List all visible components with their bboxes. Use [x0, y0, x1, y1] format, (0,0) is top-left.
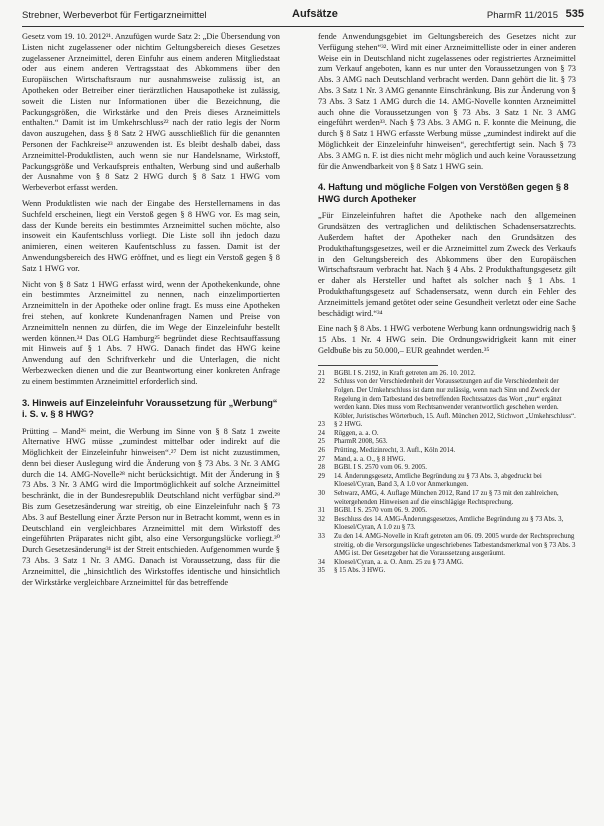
footnote-number: 32 [318, 515, 325, 523]
footnote-number: 34 [318, 558, 325, 566]
footnote-number: 31 [318, 507, 325, 515]
footnote-number: 29 [318, 472, 325, 480]
right-column [318, 32, 576, 576]
footnote-number: 28 [318, 464, 325, 472]
footnote-number: 27 [318, 455, 325, 463]
page-number: 535 [565, 8, 584, 20]
section-heading-4: 4. Haftung und mögliche Folgen von Verstößen gegen § 8 HWG durch Apotheker [318, 182, 569, 204]
footnote-divider [318, 365, 438, 366]
footnote [318, 567, 576, 576]
footnote-text: BGBl. I S. 2192, in Kraft getreten am 26. 10. 2012. [334, 369, 476, 377]
paragraph: fende Anwendungsgebiet im Geltungsbereich des Gesetzes nicht zur Verfügung stehen“³². Wird mit einer Arzneimittelliste oder in einer anderen Weise ein in Deutschland nicht zugelassenes oder registriertes Arzneimittel zum Verkauf angeboten, kann es nur unter den Voraussetzungen von § 73 Abs. 3 AMG nach Deutschland verbracht werden. Dann gehört die lit. § 73 Abs. 3 Satz 1 Nr. 3 AMG genannte Einschränkung. Bis zur Änderung von § 73 Abs. 3 Satz 1 AMG durch die 14. AMG-Novelle konnten Arzneimittel auch ohne die Voraussetzungen von § 73 Abs. 3 Satz 1 Nr. 3 AMG eingeführt werden³³. Nach § 73 Abs. 3 AMG n. F. konnte die Meinung, die durch § 8 Satz 1 HWG erfasste Werbung müsse „zumindest indirekt auf die Möglichkeit der Einzeleinfuhr hinweisen“, gerechtfertigt sein. Nach § 73 Abs. 3 AMG n. F. ist dies nicht mehr möglich und auch keine Voraussetzung für die Anwendbarkeit von § 8 Satz 1 HWG sein. [318, 32, 576, 171]
footnote [318, 370, 576, 379]
footnote-text: BGBl. I S. 2570 vom 06. 9. 2005. [334, 464, 428, 472]
header-section: Aufsätze [292, 8, 338, 20]
footnote-text: Kloesel/Cyran, a. a. O. Anm. 25 zu § 73 AMG. [334, 558, 464, 566]
footnote [318, 507, 576, 516]
footnote-number: 21 [318, 369, 325, 377]
left-column [22, 32, 280, 593]
footnote [318, 533, 576, 559]
footnote [318, 516, 576, 533]
footnote-text: Prütting, Medizinrecht, 3. Aufl., Köln 2014. [334, 447, 456, 455]
footnote-number: 30 [318, 490, 325, 498]
footnote-text: § 15 Abs. 3 HWG. [334, 567, 386, 575]
footnote [318, 447, 576, 456]
footnote-text: 14. Änderungsgesetz, Amtliche Begründung zu § 73 Abs. 3, abgedruckt bei Kloesel/Cyran, Band 3, A 1.0 vor Anmerkungen. [334, 472, 542, 489]
footnote [318, 438, 576, 447]
paragraph: Gesetz vom 19. 10. 2012²¹. Anzufügen wurde Satz 2: „Die Übersendung von Listen nicht zugelassener oder nichtim Geltungsbereich dieses Gesetzes zugelassener Arzneimittel, deren Einfuhr aus einem anderen Mitgliedstaat oder aus einem anderen Vertragsstaat des Abkommens über den Europäischen Wirtschaftsraum nur ausnahmsweise zulässig ist, an Apotheken oder Betreiber einer tierärztlichen Hausapotheke ist zulässig, soweit die Listen nur Informationen über die Bezeichnung, die Packungsgrößen, die Wirkstärke und den Preis dieses Arzneimittels enthalten.“ Damit ist im Umkehrschluss²² nach der ratio legis der Norm davon auszugehen, dass § 8 Satz 2 HWG ausschließlich für die genannten Personen der Fachkreise²³ anzuwenden ist. Es bleibt deshalb dabei, dass Arzneimittel-Produktlisten, auch wenn sie nur Handelsname, Wirkstoff, Packungsgröße und Verkaufspreis enthalten, Werbung sind und außerhalb der Ausnahme von § 8 Satz 2 HWG durch § 8 Satz 1 HWG vom Werbeverbot erfasst werden. [22, 32, 280, 193]
footnote [318, 378, 576, 421]
footnote-text: Mand, a. a. O., § 8 HWG. [334, 455, 406, 463]
footnote [318, 456, 576, 465]
footnote [318, 473, 576, 490]
footnote [318, 490, 576, 507]
footnote-text: BGBl. I S. 2570 vom 06. 9. 2005. [334, 507, 428, 515]
footnote [318, 559, 576, 568]
footnote-number: 24 [318, 429, 325, 437]
footnote-text: Rüggen, a. a. O. [334, 429, 379, 437]
footnote-number: 35 [318, 567, 325, 575]
footnote [318, 421, 576, 430]
header-article-title: Strebner, Werbeverbot für Fertigarzneimittel [22, 10, 207, 21]
footnote-number: 33 [318, 533, 325, 540]
footnote-text: Sehwarz, AMG, 4. Auflage München 2012, Rand 17 zu § 73 mit den zahlreichen, weitergehenden Hinweisen auf die einschlägige Rechtsprechung. [334, 490, 559, 506]
header-journal-issue: PharmR 11/2015 [486, 10, 558, 21]
paragraph: Nicht von § 8 Satz 1 HWG erfasst wird, wenn der Apothekenkunde, ohne ein bestimmtes Arzneimittel zu nennen, nach einzelimportierten Arzneimitteln in der Apotheke oder online fragt. Es muss eine Apotheken frei stehen, auf konkrete Kundenanfragen Namen und Preise von Arzneimitteln nennen zu dürfen, die im Wege der Einzeleinfuhr bestellt werden können.²⁴ Das OLG Hamburg²⁵ begründet diese Rechtsauffassung mit Hinweis auf § 1 Abs. 7 HWG. Danach findet das HWG keine Anwendung auf den Schriftverkehr und die Unterlagen, die nicht Werbezwecken dienen und die zur Beantwortung einer konkreten Anfrage zu einem bestimmten Arzneimittel erforderlich sind. [22, 279, 280, 386]
footnote-text: Schluss von der Verschiedenheit der Voraussetzungen auf die Verschiedenheit der Folgen. Der Umkehrschluss ist dann nur zulässig, wenn nach Sinn und Zweck der Regelung in dem Tatbestand des betreffenden Rechtssatzes das Wort „nur“ ergänzt werden kann. Dies muss vom Rechtsanwender verantwortlich geschehen werden. Köbler, Juristisches Wörterbuch, 15. Aufl. München 2012, Stichwort „Umkehrschluss“. [334, 378, 576, 420]
footnote-text: Zu den 14. AMG-Novelle in Kraft getreten am 06. 09. 2005 wurde der Rechtsprechung streitig, ob die Versorgungslücke ungeschriebenes Tatbestandsmerkmal von § 73 Abs. 3 AMG ist. Der Gesetzgeber hat die Voraussetzung ausgeräumt. [334, 533, 576, 558]
footnote [318, 430, 576, 439]
paragraph: „Für Einzeleinfuhren haftet die Apotheke nach den allgemeinen Grundsätzen des vertraglichen und deliktischen Schadensersatzrechts. Außerdem haftet der Apotheker nach den Grundsätzen des Produkthaftungsgesetzes, weil er die Arzneimittel zum Zweck des Verkaufs in den Geltungsbereich des Abkommens über den Europäischen Wirtschaftsraum verbracht hat. Nach § 4 Abs. 2 Produkthaftungsgesetz gilt er daher als Hersteller und haftet als solcher nach § 1 Abs. 1 Produkthaftungsgesetz auf Schadensersatz, wenn durch ein Fehler des Arzneimittels jemand getötet oder seine Gesundheit verletzt oder eine Sache beschädigt wird.“³⁴ [318, 211, 576, 318]
footnote-number: 25 [318, 438, 325, 446]
footnote-list [318, 370, 576, 576]
section-heading-3: 3. Hinweis auf Einzeleinfuhr Voraussetzung für „Werbung“ i. S. v. § 8 HWG? [22, 397, 278, 419]
footnote-number: 22 [318, 378, 325, 386]
footnote-text: Beschluss des 14. AMG-Änderungsgesetzes, Amtliche Begründung zu § 73 Abs. 3, Kloesel/Cyran, A 1.0 zu § 73. [334, 515, 564, 532]
paragraph: Wenn Produktlisten wie nach der Eingabe des Herstellernamens in das Suchfeld erscheinen, liegt ein Verstoß gegen § 8 HWG vor. Es mag sein, dass der Kunde bereits ein bestimmtes Arzneimittel suchen möchte, also insoweit ein Kaufentschluss vorliegt. Die Liste soll ihn jedoch dazu animieren, einen weiteren Kaufentschluss zu fassen. Damit ist der Anwendungsbereich des HWG eröffnet, und es liegt ein Verstoß gegen § 8 Satz 1 HWG vor. [22, 198, 280, 273]
running-header [22, 4, 584, 27]
footnote-text: § 2 HWG. [334, 421, 363, 429]
footnote-number: 26 [318, 447, 325, 455]
paragraph: Prütting – Mand²⁶ meint, die Werbung im Sinne von § 8 Satz 1 zweite Alternative HWG müsse „zumindest mittelbar oder indirekt auf die Möglichkeit der Einzeleinfuhr hinweisen“.²⁷ Dem ist nicht zuzustimmen, denn bei dieser Auslegung wird die Änderung von § 73 Abs. 3 Nr. 3 AMG durch die 14. AMG-Novelle²⁸ nicht berücksichtigt. Mit der Änderung in § 73 Abs. 3 Nr. 3 AMG wird die Importmöglichkeit auf solche Arzneimittel beschränkt, die in der Bundesrepublik Deutschland nicht verfügbar sind.²⁹ Bis zum Gesetzesänderung war streitig, ob eine Einzeleinfuhr nach § 73 Abs. 3 auf Bestellung einer Ärzte Person nur in Betracht kommt, wenn es in Deutschland ein vergleichbares Arzneimittel mit dem Wirkstoff des eingeführten Präparates nicht gibt, also eine Versorgungslücke vorliegt.³⁰ Durch Gesetzesänderung³¹ ist der Streit entschieden. Aufgenommen wurde § 73 Abs. 3 Satz 1 Nr. 3 AMG. Danach ist Voraussetzung, dass für die Arzneimittel, die „hinsichtlich des Wirkstoffes identische und hinsichtlich der Wirkstärke vergleichbare Arzneimittel für das betreffende [22, 426, 280, 587]
footnote [318, 464, 576, 473]
paragraph: Eine nach § 8 Abs. 1 HWG verbotene Werbung kann ordnungswidrig nach § 15 Abs. 1 Nr. 4 HWG sein. Die Ordnungswidrigkeit kann mit einer Geldbuße bis zu 50.000,– EUR geahndet werden.³⁵ [318, 324, 576, 355]
footnote-text: PharmR 2008, 563. [334, 438, 388, 446]
footnote-number: 23 [318, 421, 325, 429]
